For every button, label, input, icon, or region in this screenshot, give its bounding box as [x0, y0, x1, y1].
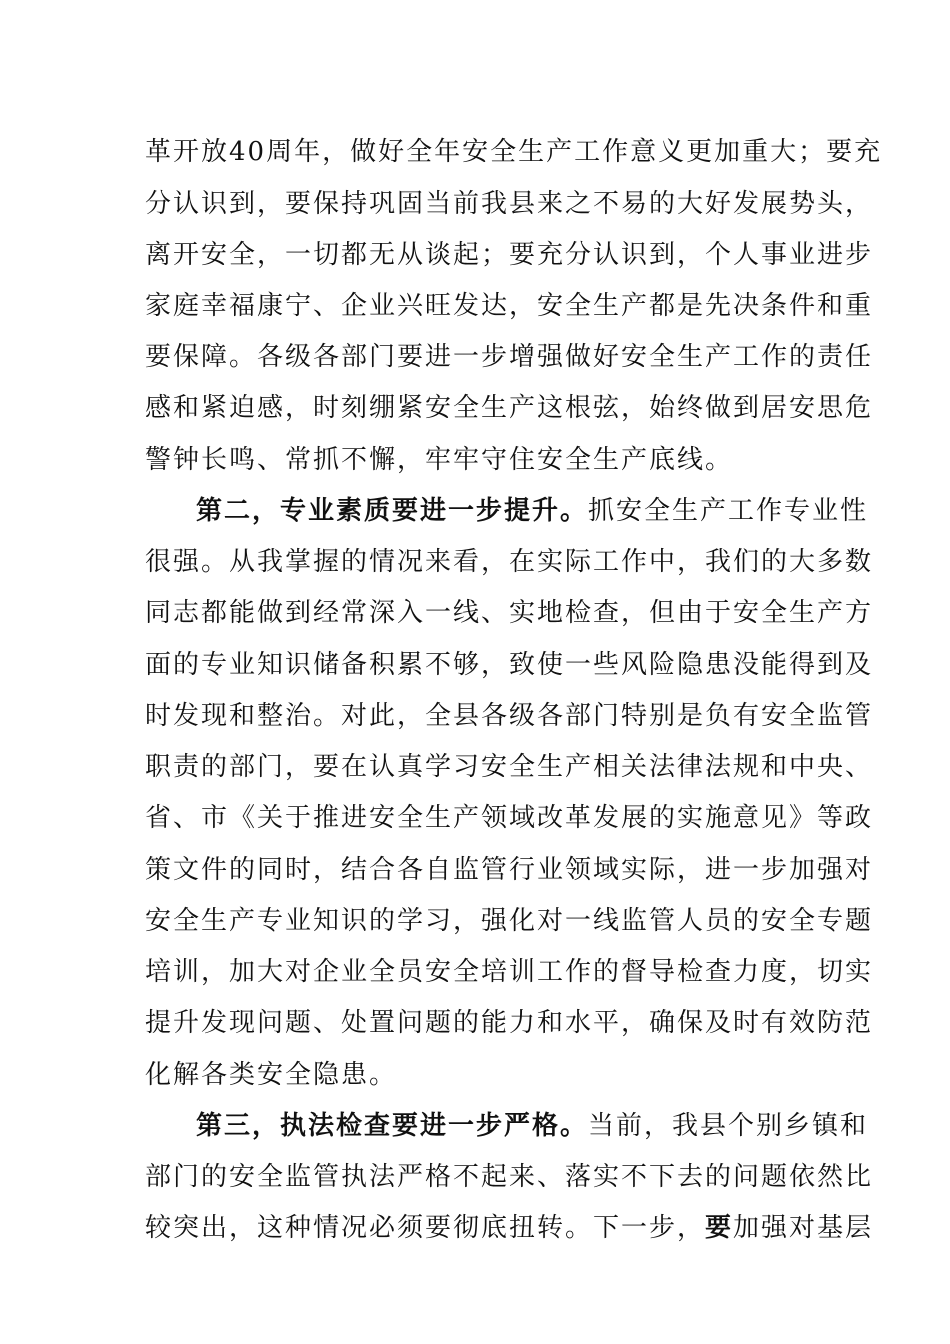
text-line-19: 化解各类安全隐患。 — [145, 1060, 398, 1090]
text-line-16: 安全生产专业知识的学习，强化对一线监管人员的安全专题 — [145, 906, 874, 936]
text-line-1: 革开放40周年，做好全年安全生产工作意义更加重大；要充 — [145, 137, 883, 167]
text-line-9: 很强。从我掌握的情况来看，在实际工作中，我们的大多数 — [145, 547, 874, 577]
text-line-22-start: 较突出，这种情况必须要彻底扭转。下一步， — [145, 1213, 706, 1243]
text-line-11: 面的专业知识储备积累不够，致使一些风险隐患没能得到及 — [145, 650, 874, 680]
text-line-2: 分认识到，要保持巩固当前我县来之不易的大好发展势头， — [145, 189, 874, 219]
text-line-18: 提升发现问题、处置问题的能力和水平，确保及时有效防范 — [145, 1008, 874, 1038]
paragraph-2-text: 抓安全生产工作专业性 — [588, 496, 869, 526]
paragraph-3-first-line — [196, 1106, 876, 1146]
text-line-22 — [145, 1208, 874, 1248]
text-line-13: 职责的部门，要在认真学习安全生产相关法律法规和中央、 — [145, 752, 874, 782]
text-line-22-tail: 加强对基层 — [733, 1213, 874, 1243]
text-line-4: 家庭幸福康宁、企业兴旺发达，安全生产都是先决条件和重 — [145, 291, 874, 321]
text-line-12: 时发现和整治。对此，全县各级各部门特别是负有安全监管 — [145, 701, 874, 731]
text-line-10: 同志都能做到经常深入一线、实地检查，但由于安全生产方 — [145, 598, 874, 628]
text-line-5: 要保障。各级各部门要进一步增强做好安全生产工作的责任 — [145, 342, 874, 372]
text-line-3: 离开安全，一切都无从谈起；要充分认识到，个人事业进步 — [145, 240, 874, 270]
paragraph-3-heading: 第三，执法检查要进一步严格。 — [196, 1111, 589, 1141]
text-line-17: 培训，加大对企业全员安全培训工作的督导检查力度，切实 — [145, 957, 874, 987]
text-line-15: 策文件的同时，结合各自监管行业领域实际，进一步加强对 — [145, 855, 874, 885]
paragraph-2-first-line — [196, 491, 876, 531]
paragraph-2-heading: 第二，专业素质要进一步提升。 — [196, 496, 589, 526]
paragraph-3-text: 当前，我县个别乡镇和 — [588, 1111, 869, 1141]
text-line-7: 警钟长鸣、常抓不懈，牢牢守住安全生产底线。 — [145, 445, 734, 475]
text-line-22-bold: 要 — [705, 1213, 734, 1243]
text-line-21: 部门的安全监管执法严格不起来、落实不下去的问题依然比 — [145, 1162, 874, 1192]
text-line-6: 感和紧迫感，时刻绷紧安全生产这根弦，始终做到居安思危 — [145, 393, 874, 423]
text-line-14: 省、市《关于推进安全生产领域改革发展的实施意见》等政 — [145, 803, 874, 833]
